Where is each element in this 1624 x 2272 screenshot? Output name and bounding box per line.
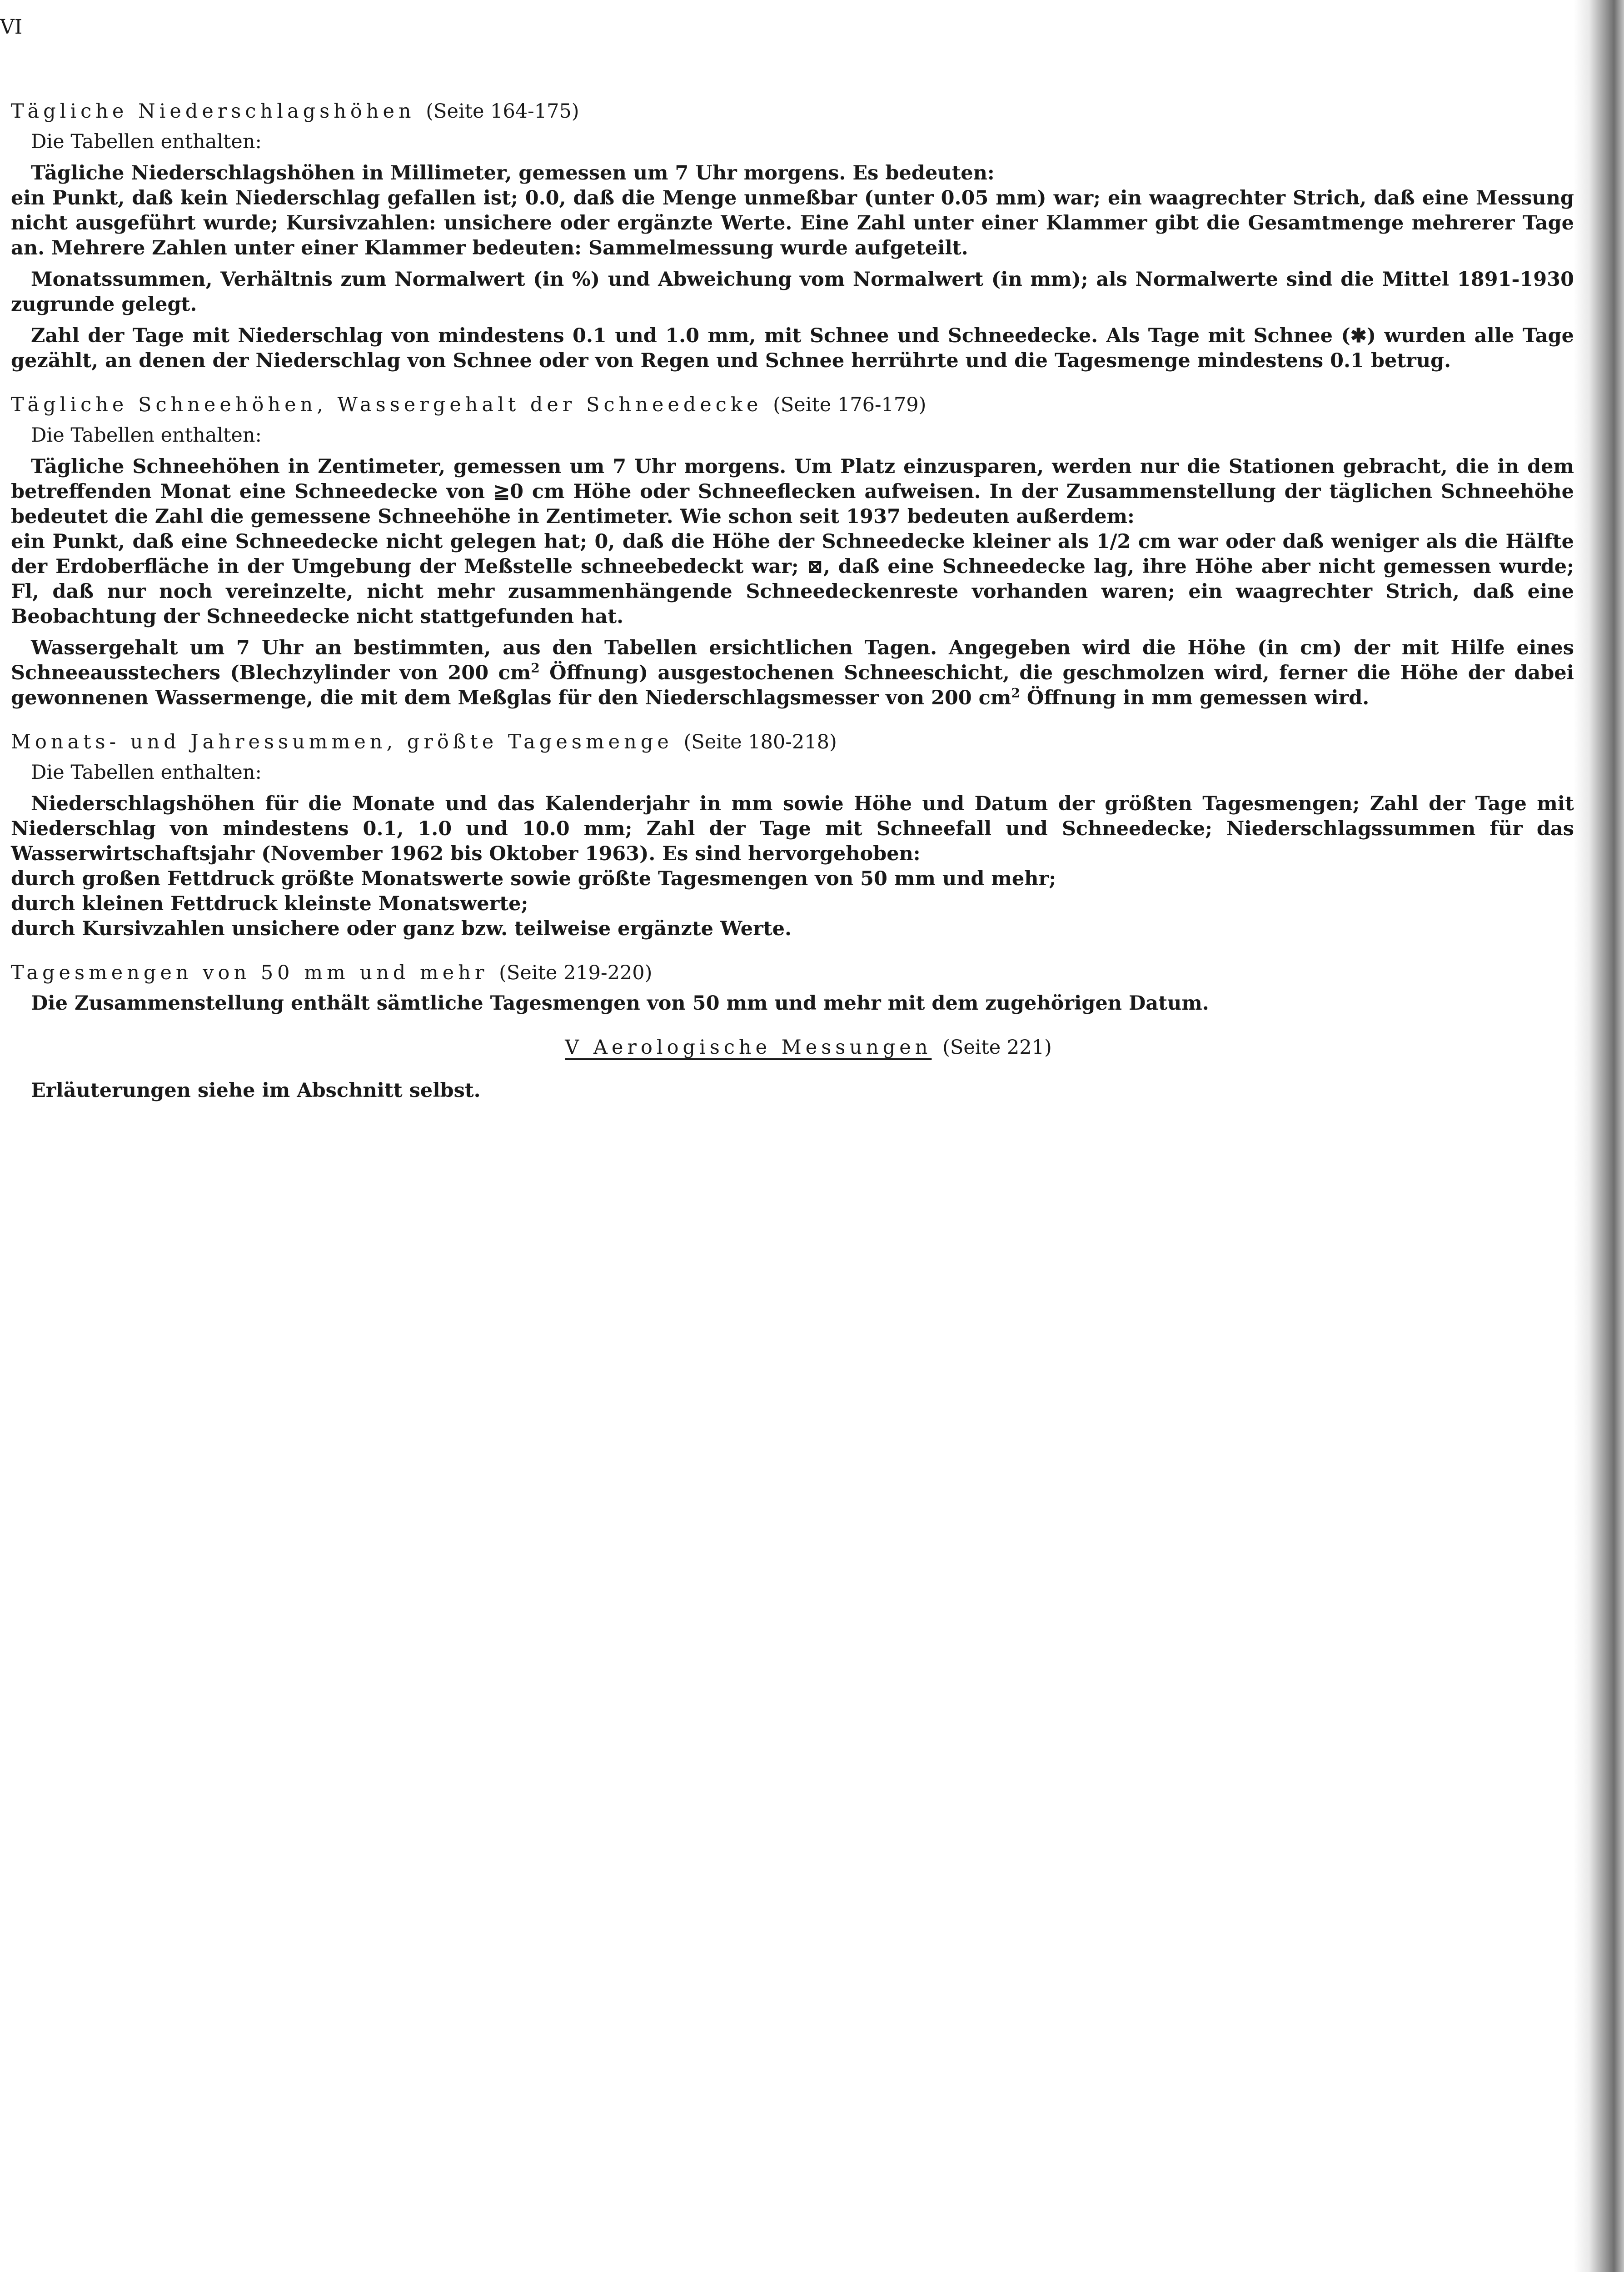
paragraph: Niederschlagshöhen für die Monate und das Kalenderjahr in mm sowie Höhe und Datum der größten Tagesmengen; Zahl der Tage mit Niederschlag von mindestens 0.1, 1.0 und 10.0 mm; Zahl der Tage mit Schneefall und Schneedecke; Niederschlagssummen für das Wasserwirtschaftsjahr (November 1962 bis Oktober 1963). Es sind hervorgehoben: (11, 792, 1574, 865)
section-pages: (Seite 221) (942, 1036, 1052, 1059)
text-run: Wassergehalt um 7 Uhr an bestimmten, aus den Tabellen ersichtlichen Tagen. Angegeben wird die Höhe (in cm) der mit Hilfe eines Schneeausstechers (Blechzylinder von 200 cm (11, 637, 1574, 684)
document-body (11, 99, 1574, 1103)
section-pages: (Seite 164-175) (426, 100, 579, 123)
paragraph: Tägliche Schneehöhen in Zentimeter, gemessen um 7 Uhr morgens. Um Platz einzusparen, werden nur die Stationen gebracht, die in dem betreffenden Monat eine Schneedecke von ≧0 cm Höhe oder Schneeflecken aufweisen. In der Zusammenstellung der täglichen Schneehöhe bedeutet die Zahl die gemessene Schneehöhe in Zentimeter. Wie schon seit 1937 bedeuten außerdem: (11, 455, 1574, 528)
section-title: Tägliche Niederschlagshöhen (11, 100, 415, 123)
section-heading (11, 730, 1574, 755)
list-item: durch Kursivzahlen unsichere oder ganz bzw. teilweise ergänzte Werte. (11, 917, 792, 940)
section-heading (43, 1035, 1574, 1060)
section-heading (11, 99, 1574, 124)
section-title: V Aerologische Messungen (565, 1036, 932, 1059)
section-title: Tagesmengen von 50 mm und mehr (11, 962, 488, 984)
section-pages: (Seite 219-220) (499, 962, 653, 984)
paragraph (11, 636, 1574, 711)
paragraph: ein Punkt, daß eine Schneedecke nicht gelegen hat; 0, daß die Höhe der Schneedecke kleiner als 1/2 cm war oder daß weniger als die Hälfte der Erdoberfläche in der Umgebung der Meßstelle schneebedeckt war; ⊠, daß eine Schneedecke lag, ihre Höhe aber nicht gemessen wurde; Fl, daß nur noch vereinzelte, nicht mehr zusammenhängende Schneedeckenreste vorhanden waren; ein waagrechter Strich, daß eine Beobachtung der Schneedecke nicht stattgefunden hat. (11, 530, 1574, 628)
superscript: 2 (531, 660, 540, 676)
page-number: VI (0, 15, 23, 39)
section-aerology (11, 1035, 1574, 1060)
tables-intro: Die Tabellen enthalten: (31, 130, 262, 153)
section-title: Monats- und Jahressummen, größte Tagesmenge (11, 731, 673, 753)
superscript: 2 (1011, 685, 1020, 701)
section-monthly-annual-sums (11, 730, 1574, 942)
tables-intro: Die Tabellen enthalten: (31, 761, 262, 784)
book-page-edge (1574, 0, 1624, 2272)
text-run: Öffnung) ausgestochenen Schneeschicht, die geschmolzen wird, ferner die Höhe der dabei gewonnenen Wassermenge, die mit dem Meßglas für den Niederschlagsmesser von 200 cm (11, 662, 1574, 709)
section-pages: (Seite 180-218) (683, 731, 837, 753)
tables-intro: Die Tabellen enthalten: (31, 424, 262, 447)
section-heading (11, 961, 1574, 986)
section-heading (11, 393, 1574, 418)
section-heavy-daily-amounts (11, 961, 1574, 1016)
section-pages: (Seite 176-179) (773, 394, 927, 416)
section-daily-snow-depth (11, 393, 1574, 711)
list-item: durch kleinen Fettdruck kleinste Monatswerte; (11, 892, 528, 915)
paragraph: ein Punkt, daß kein Niederschlag gefallen ist; 0.0, daß die Menge unmeßbar (unter 0.05 mm) war; ein waagrechter Strich, daß eine Messung nicht ausgeführt wurde; Kursivzahlen: unsichere oder ergänzte Werte. Eine Zahl unter einer Klammer gibt die Gesamtmenge mehrerer Tage an. Mehrere Zahlen unter einer Klammer bedeuten: Sammelmessung wurde aufgeteilt. (11, 187, 1574, 259)
highlight-list (11, 867, 1574, 942)
paragraph: Die Zusammenstellung enthält sämtliche Tagesmengen von 50 mm und mehr mit dem zugehörigen Datum. (31, 992, 1209, 1015)
list-item: durch großen Fettdruck größte Monatswerte sowie größte Tagesmengen von 50 mm und mehr; (11, 867, 1056, 890)
section-title: Tägliche Schneehöhen, Wassergehalt der Schneedecke (11, 394, 762, 416)
paragraph: Monatssummen, Verhältnis zum Normalwert (in %) und Abweichung vom Normalwert (in mm); als Normalwerte sind die Mittel 1891-1930 zugrunde gelegt. (11, 268, 1574, 316)
paragraph: Tägliche Niederschlagshöhen in Millimeter, gemessen um 7 Uhr morgens. Es bedeuten: (31, 162, 995, 184)
aerology-note: Erläuterungen siehe im Abschnitt selbst. (31, 1079, 481, 1102)
section-daily-precipitation (11, 99, 1574, 374)
text-run: Öffnung in mm gemessen wird. (1020, 687, 1370, 709)
paragraph: Zahl der Tage mit Niederschlag von mindestens 0.1 und 1.0 mm, mit Schnee und Schneedecke. Als Tage mit Schnee (✱) wurden alle Tage gezählt, an denen der Niederschlag von Schnee oder von Regen und Schnee herrührte und die Tagesmenge mindestens 0.1 betrug. (11, 324, 1574, 372)
